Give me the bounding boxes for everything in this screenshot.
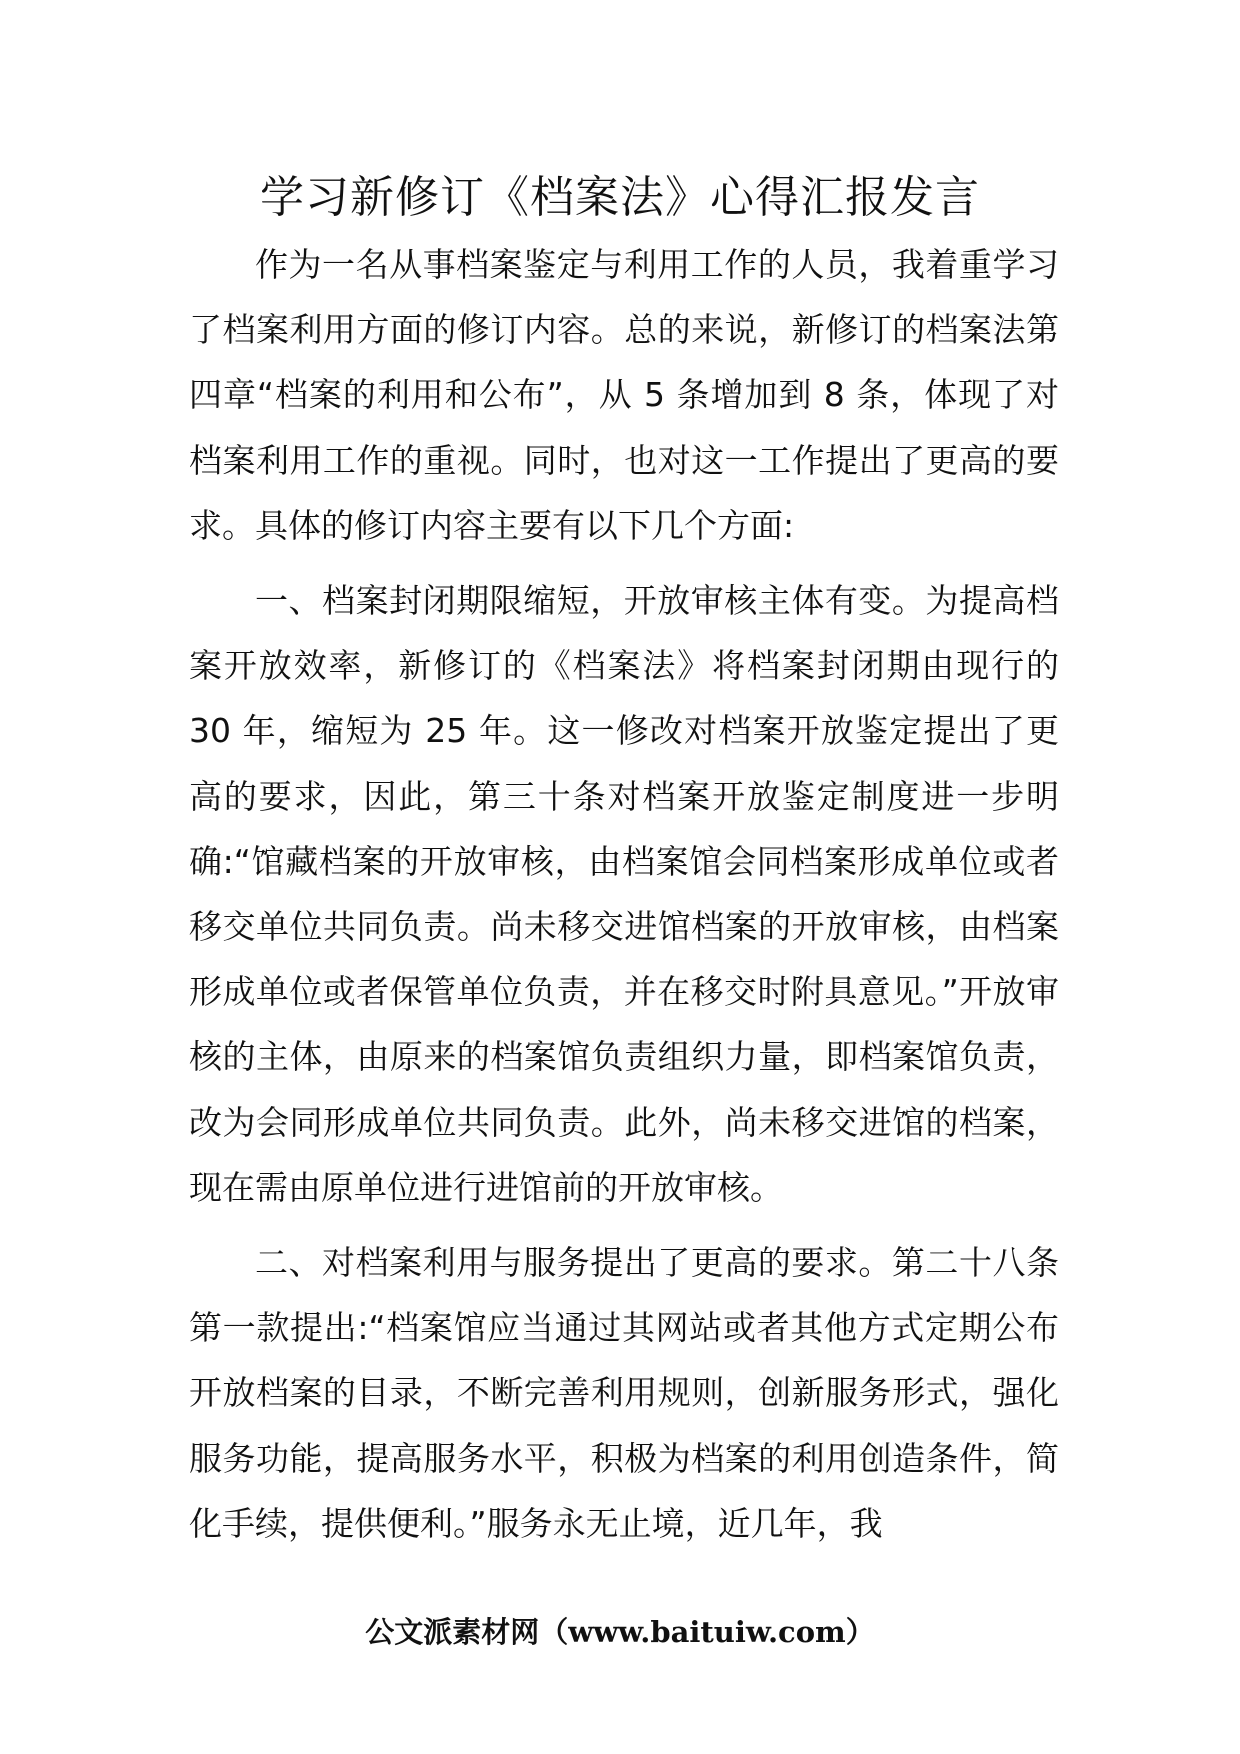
document-title: 学习新修订《档案法》心得汇报发言 <box>260 172 980 223</box>
watermark-footer: 公文派素材网（www.baituiw.com） <box>365 1615 875 1649</box>
document-body <box>189 232 1059 1556</box>
paragraph-intro: 作为一名从事档案鉴定与利用工作的人员，我着重学习了档案利用方面的修订内容。总的来说，新修订的档案法第四章“档案的利用和公布”，从 5 条增加到 8 条，体现了对档案利用工作的重视。同时，也对这一工作提出了更高的要求。具体的修订内容主要有以下几个方面: <box>189 245 1059 545</box>
paragraph-section-one: 一、档案封闭期限缩短，开放审核主体有变。为提高档案开放效率，新修订的《档案法》将档案封闭期由现行的 30 年，缩短为 25 年。这一修改对档案开放鉴定提出了更高的要求，因此，第三十条对档案开放鉴定制度进一步明确:“馆藏档案的开放审核，由档案馆会同档案形成单位或者移交单位共同负责。尚未移交进馆档案的开放审核，由档案形成单位或者保管单位负责，并在移交时附具意见。”开放审核的主体，由原来的档案馆负责组织力量，即档案馆负责，改为会同形成单位共同负责。此外，尚未移交进馆的档案，现在需由原单位进行进馆前的开放审核。 <box>189 581 1059 1207</box>
paragraph-section-two: 二、对档案利用与服务提出了更高的要求。第二十八条第一款提出:“档案馆应当通过其网站或者其他方式定期公布开放档案的目录，不断完善利用规则，创新服务形式，强化服务功能，提高服务水平，积极为档案的利用创造条件，简化手续，提供便利。”服务永无止境，近几年，我 <box>189 1243 1059 1543</box>
